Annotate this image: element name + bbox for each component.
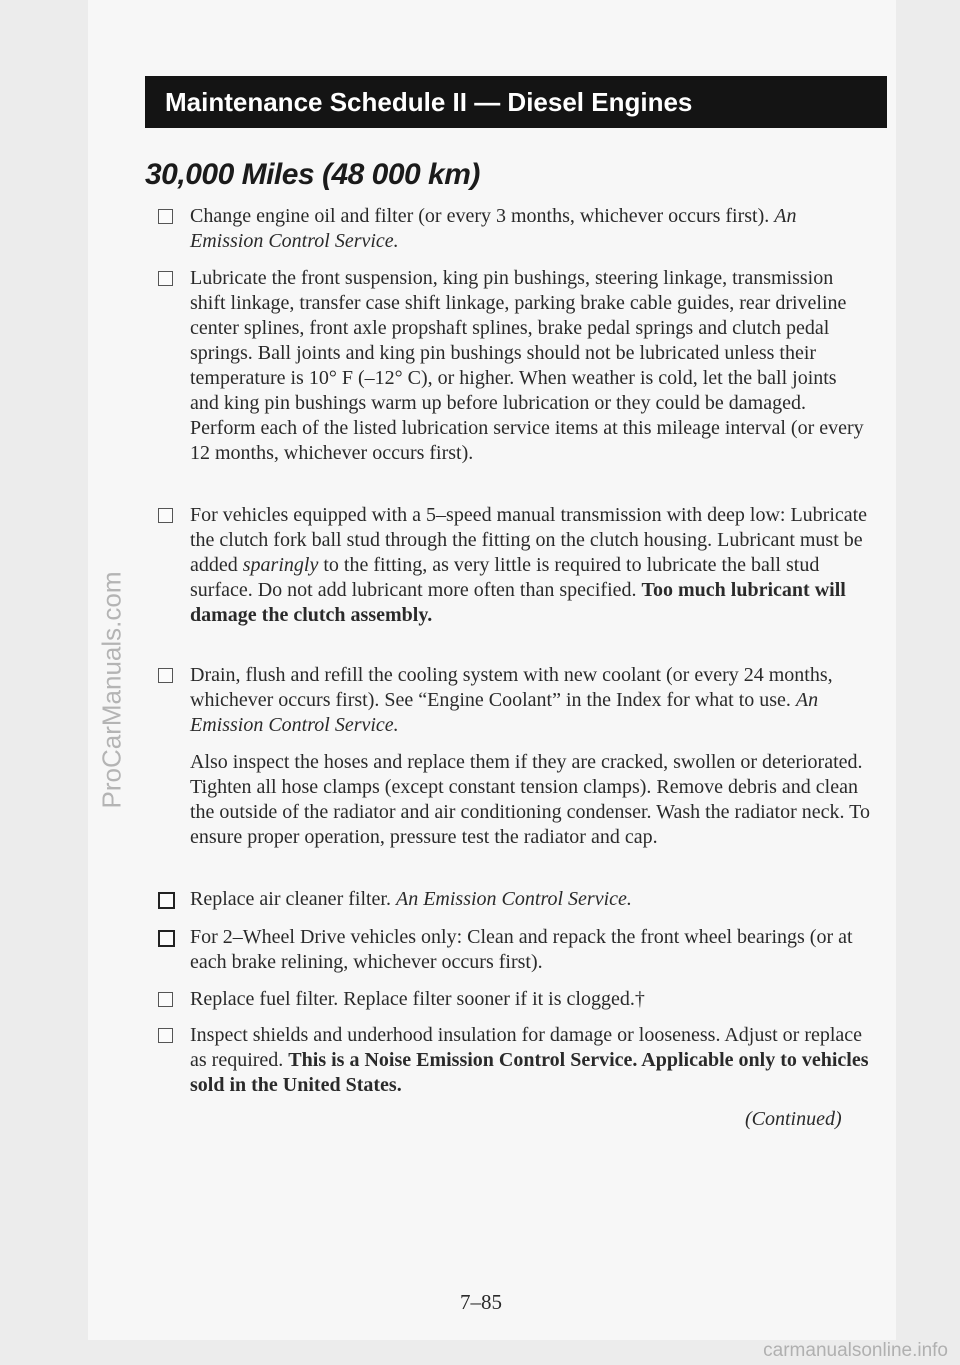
checkbox-icon: [158, 930, 175, 947]
checklist-item-shields-insulation: Inspect shields and underhood insulation for damage or looseness. Adjust or replace as required. This is a Noise Emission Control Service. Applicable only to vehicles sold in the United States.: [190, 1023, 870, 1098]
checklist-item-lubricate-suspension: Lubricate the front suspension, king pin bushings, steering linkage, transmission shift linkage, transfer case shift linkage, parking brake cable guides, rear driveline center splines, front axle propshaft splines, brake pedal springs and clutch pedal springs. Ball joints and king pin bushings should not be lubricated unless their temperature is 10° F (–12° C), or higher. When weather is cold, let the ball joints and king pin bushings warm up before lubrication or they could be damaged. Perform each of the listed lubrication service items at this mileage interval (or every 12 months, whichever occurs first).: [190, 266, 870, 466]
side-watermark: ProCarManuals.com: [96, 571, 127, 809]
continued-note: (Continued): [745, 1108, 842, 1130]
section-heading: 30,000 Miles (48 000 km): [145, 158, 480, 191]
checklist-item-wheel-bearings: For 2–Wheel Drive vehicles only: Clean and repack the front wheel bearings (or at each brake relining, whichever occurs first).: [190, 925, 870, 975]
checklist-item-oil-change: Change engine oil and filter (or every 3 months, whichever occurs first). An Emission Control Service.: [190, 204, 870, 254]
header-bar: [145, 76, 887, 128]
bottom-watermark: carmanualsonline.info: [763, 1340, 948, 1361]
page-number: 7–85: [460, 1290, 502, 1314]
checkbox-icon: [158, 668, 173, 683]
checklist-item-clutch-fork: For vehicles equipped with a 5–speed manual transmission with deep low: Lubricate the clutch fork ball stud through the fitting on the clutch housing. Lubricant must be added sparingly to the fitting, as very little is required to lubricate the ball stud surface. Do not add lubricant more often than specified. Too much lubricant will damage the clutch assembly.: [190, 503, 870, 628]
checkbox-icon: [158, 992, 173, 1007]
checkbox-icon: [158, 1028, 173, 1043]
checklist-item-air-cleaner: Replace air cleaner filter. An Emission Control Service.: [190, 887, 870, 912]
checkbox-icon: [158, 508, 173, 523]
page-title: Maintenance Schedule II — Diesel Engines: [165, 87, 693, 117]
checklist-item-cooling-system: Drain, flush and refill the cooling system with new coolant (or every 24 months, whichever occurs first). See “Engine Coolant” in the Index for what to use. An Emission Control Service.: [190, 663, 870, 738]
checkbox-icon: [158, 209, 173, 224]
cooling-system-inspection-paragraph: Also inspect the hoses and replace them if they are cracked, swollen or deteriorated. Tighten all hose clamps (except constant tension clamps). Remove debris and clean the outside of the radiator and air conditioning condenser. Wash the radiator neck. To ensure proper operation, pressure test the radiator and cap.: [190, 751, 870, 848]
checkbox-icon: [158, 892, 175, 909]
checkbox-icon: [158, 271, 173, 286]
checklist-item-fuel-filter: Replace fuel filter. Replace filter sooner if it is clogged.†: [190, 987, 870, 1012]
